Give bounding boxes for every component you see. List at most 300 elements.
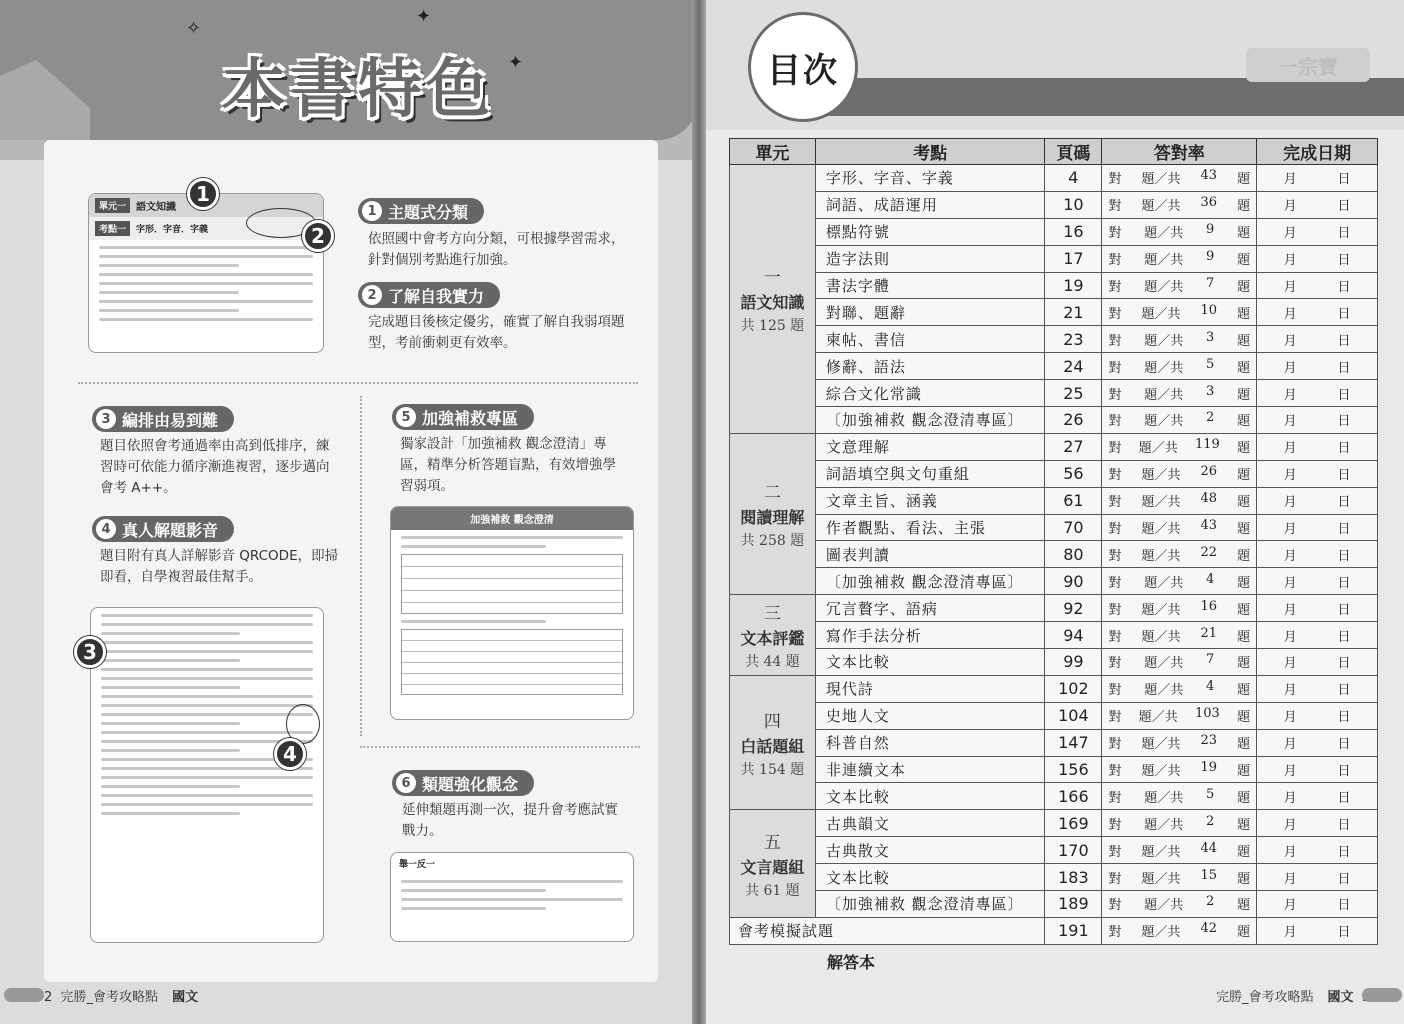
toc-row [730, 891, 1378, 918]
rate-cell [1102, 837, 1257, 864]
rate-cell [1102, 272, 1257, 299]
kp-cell: 〔加強補救 觀念澄清專區〕 [815, 568, 1045, 595]
rate-cell [1102, 380, 1257, 407]
header-bar [790, 78, 1404, 116]
kp-cell: 古典韻文 [815, 810, 1045, 837]
rate-text [1108, 384, 1250, 403]
date-cell [1257, 218, 1378, 245]
rate-q: 題／共 [1144, 790, 1184, 806]
kp-cell: 文本比較 [815, 649, 1045, 676]
rate-cell [1102, 165, 1257, 192]
rate-text [1108, 841, 1250, 860]
rate-total: 16 [1200, 598, 1218, 614]
date-month: 月 [1283, 925, 1297, 941]
date-month: 月 [1283, 764, 1297, 780]
rate-unit: 題 [1237, 844, 1251, 860]
feature-1-title: 1 主題式分類 [358, 198, 484, 224]
rate-correct: 對 [1108, 548, 1122, 564]
unit-count: 共 61 題 [745, 882, 800, 899]
date-day: 日 [1337, 871, 1351, 887]
rate-cell [1102, 245, 1257, 272]
rate-cell [1102, 541, 1257, 568]
page-cell: 92 [1045, 595, 1102, 622]
date-text [1257, 437, 1377, 456]
page-cell: 156 [1045, 756, 1102, 783]
date-cell [1257, 783, 1378, 810]
kp-cell: 圖表判讀 [815, 541, 1045, 568]
date-day: 日 [1337, 414, 1351, 430]
page-cell: 70 [1045, 514, 1102, 541]
rate-q: 題／共 [1144, 253, 1184, 269]
page-number: 2 [44, 990, 53, 1005]
date-day: 日 [1337, 548, 1351, 564]
col-rate: 答對率 [1102, 139, 1257, 165]
toc-row [730, 864, 1378, 891]
date-cell [1257, 622, 1378, 649]
page-cell: 61 [1045, 487, 1102, 514]
date-month: 月 [1283, 172, 1297, 188]
rate-correct: 對 [1108, 522, 1122, 538]
right-page [700, 0, 1404, 1024]
date-text [1257, 841, 1377, 860]
date-cell [1257, 837, 1378, 864]
date-text [1257, 921, 1377, 940]
rate-text [1108, 733, 1250, 752]
rate-cell [1102, 353, 1257, 380]
date-cell [1257, 702, 1378, 729]
kp-cell: 文本比較 [815, 783, 1045, 810]
date-cell [1257, 460, 1378, 487]
date-day: 日 [1337, 387, 1351, 403]
date-month: 月 [1283, 495, 1297, 511]
date-day: 日 [1337, 737, 1351, 753]
page-cell: 166 [1045, 783, 1102, 810]
unit-name: 文本評鑑 [740, 629, 805, 649]
date-cell [1257, 326, 1378, 353]
rate-unit: 題 [1237, 925, 1251, 941]
unit-number: 四 [763, 711, 781, 732]
kp-cell: 〔加強補救 觀念澄清專區〕 [815, 891, 1045, 918]
page-cell: 56 [1045, 460, 1102, 487]
rate-correct: 對 [1108, 683, 1122, 699]
toc-row [730, 165, 1378, 192]
date-text [1257, 679, 1377, 698]
feature-5-text: 獨家設計「加強補救 觀念澄清」專區，精準分析答題盲點，有效增強學習弱項。 [400, 436, 616, 494]
rate-unit: 題 [1237, 764, 1251, 780]
rate-text [1108, 357, 1250, 376]
rate-q: 題／共 [1141, 871, 1181, 887]
date-month: 月 [1283, 360, 1297, 376]
rate-unit: 題 [1237, 817, 1251, 833]
subject: 國文 [1327, 990, 1354, 1005]
rate-text [1108, 545, 1250, 564]
toc-row [730, 299, 1378, 326]
feature-6-text: 延伸類題再測一次，提升會考應試實戰力。 [402, 802, 618, 839]
date-cell [1257, 299, 1378, 326]
rate-q: 題／共 [1141, 306, 1181, 322]
rate-q: 題／共 [1138, 441, 1178, 457]
date-cell [1257, 541, 1378, 568]
rate-q: 題／共 [1138, 710, 1178, 726]
rate-cell [1102, 783, 1257, 810]
kp-cell: 文意理解 [815, 433, 1045, 460]
kp-cell: 修辭、語法 [815, 353, 1045, 380]
rate-total: 2 [1206, 410, 1215, 426]
rate-text [1108, 276, 1250, 295]
page-cell: 24 [1045, 353, 1102, 380]
date-day: 日 [1337, 656, 1351, 672]
date-day: 日 [1337, 280, 1351, 295]
rate-cell [1102, 729, 1257, 756]
rate-text [1108, 303, 1250, 322]
date-day: 日 [1337, 522, 1351, 538]
page-cell: 102 [1045, 675, 1102, 702]
rate-cell [1102, 891, 1257, 918]
rate-q: 題／共 [1141, 602, 1181, 618]
rate-cell [1102, 191, 1257, 218]
toc-row [730, 622, 1378, 649]
rate-total: 4 [1206, 571, 1215, 587]
date-text [1257, 518, 1377, 537]
rate-correct: 對 [1108, 575, 1122, 591]
kp-cell: 對聯、題辭 [815, 299, 1045, 326]
kp-cell: 作者觀點、看法、主張 [815, 514, 1045, 541]
toc-row [730, 460, 1378, 487]
kp-tag: 考點一 [95, 221, 130, 236]
rate-cell [1102, 649, 1257, 676]
page-cell: 189 [1045, 891, 1102, 918]
date-text [1257, 491, 1377, 510]
date-month: 月 [1283, 683, 1297, 699]
rate-unit: 題 [1237, 737, 1251, 753]
rate-total: 15 [1200, 867, 1218, 883]
date-text [1257, 195, 1377, 214]
date-day: 日 [1337, 710, 1351, 726]
unit-name: 語文知識 [740, 292, 805, 312]
kp-cell: 文本比較 [815, 864, 1045, 891]
rate-total: 48 [1200, 491, 1218, 507]
date-text [1257, 357, 1377, 376]
feature-3-text: 題目依照會考通過率由高到低排序，練習時可依能力循序漸進複習，逐步邁向會考 A++。 [100, 438, 330, 496]
unit-number: 二 [763, 483, 781, 504]
rate-unit: 題 [1237, 387, 1251, 403]
rate-total: 5 [1206, 356, 1215, 372]
left-page [0, 0, 698, 1024]
toc-title: 目次 [748, 12, 858, 122]
page-title: 本書特色 [222, 53, 494, 127]
marker-2: 2 [302, 220, 334, 252]
rate-unit: 題 [1237, 306, 1251, 322]
feature-2-title: 2 了解自我實力 [358, 282, 500, 308]
rate-unit: 題 [1237, 172, 1251, 188]
rate-unit: 題 [1237, 253, 1251, 269]
date-day: 日 [1337, 575, 1351, 591]
date-day: 日 [1337, 844, 1351, 860]
unit-count: 共 44 題 [745, 654, 800, 671]
date-day: 日 [1337, 683, 1351, 699]
rate-text [1108, 168, 1250, 187]
date-month: 月 [1283, 441, 1297, 457]
date-cell [1257, 675, 1378, 702]
kp-cell: 詞語填空與文句重組 [815, 460, 1045, 487]
date-cell [1257, 864, 1378, 891]
rate-cell [1102, 407, 1257, 434]
date-month: 月 [1283, 414, 1297, 430]
rate-q: 題／共 [1144, 414, 1184, 430]
rate-correct: 對 [1108, 817, 1122, 833]
rate-unit: 題 [1237, 522, 1251, 538]
date-text [1257, 868, 1377, 887]
kp-cell: 史地人文 [815, 702, 1045, 729]
date-day: 日 [1337, 602, 1351, 618]
date-text [1257, 760, 1377, 779]
date-text [1257, 303, 1377, 322]
page-cell: 23 [1045, 326, 1102, 353]
rate-cell [1102, 675, 1257, 702]
kp-cell: 文章主旨、涵義 [815, 487, 1045, 514]
marker-3: 3 [74, 636, 106, 668]
toc-row [730, 541, 1378, 568]
rate-total: 7 [1206, 652, 1215, 668]
date-cell [1257, 649, 1378, 676]
rate-correct: 對 [1108, 495, 1122, 511]
rate-cell [1102, 702, 1257, 729]
rate-q: 題／共 [1141, 199, 1181, 215]
date-text [1257, 706, 1377, 725]
page-cell: 90 [1045, 568, 1102, 595]
date-month: 月 [1283, 790, 1297, 806]
date-text [1257, 384, 1377, 403]
date-day: 日 [1337, 495, 1351, 511]
rate-text [1108, 894, 1250, 913]
date-text [1257, 249, 1377, 268]
toc-row [730, 514, 1378, 541]
toc-row [730, 353, 1378, 380]
rate-correct: 對 [1108, 925, 1122, 941]
book-name: 完勝_會考攻略點 [60, 990, 159, 1005]
page-cell: 183 [1045, 864, 1102, 891]
rate-q: 題／共 [1141, 548, 1181, 564]
toc-row [730, 783, 1378, 810]
kp-cell: 古典散文 [815, 837, 1045, 864]
rate-total: 21 [1200, 625, 1218, 641]
page-cell: 104 [1045, 702, 1102, 729]
date-cell [1257, 487, 1378, 514]
date-cell [1257, 272, 1378, 299]
kp-cell: 非連續文本 [815, 756, 1045, 783]
kp-cell: 寫作手法分析 [815, 622, 1045, 649]
page-cell: 10 [1045, 191, 1102, 218]
divider [360, 746, 640, 748]
rate-unit: 題 [1237, 199, 1251, 215]
rate-total: 119 [1195, 437, 1220, 453]
date-cell [1257, 433, 1378, 460]
rate-cell [1102, 622, 1257, 649]
rate-unit: 題 [1237, 710, 1251, 726]
date-cell [1257, 380, 1378, 407]
kp-cell: 標點符號 [815, 218, 1045, 245]
date-month: 月 [1283, 468, 1297, 484]
rate-unit: 題 [1237, 333, 1251, 349]
date-text [1257, 168, 1377, 187]
kp-name: 字形．字音．字義 [136, 225, 209, 235]
kp-cell: 現代詩 [815, 675, 1045, 702]
date-day: 日 [1337, 790, 1351, 806]
rate-q: 題／共 [1144, 683, 1184, 699]
date-text [1257, 787, 1377, 806]
toc-row [730, 380, 1378, 407]
rate-cell [1102, 514, 1257, 541]
page-cell: 26 [1045, 407, 1102, 434]
kp-cell: 字形、字音、字義 [815, 165, 1045, 192]
rate-unit: 題 [1237, 360, 1251, 376]
book-spine [692, 0, 706, 1024]
date-month: 月 [1283, 629, 1297, 645]
marker-4: 4 [274, 738, 306, 770]
date-cell [1257, 595, 1378, 622]
date-month: 月 [1283, 522, 1297, 538]
date-month: 月 [1283, 333, 1297, 349]
rate-text [1108, 330, 1250, 349]
date-text [1257, 330, 1377, 349]
book-name: 完勝_會考攻略點 [1216, 990, 1314, 1005]
rate-total: 7 [1206, 276, 1215, 291]
rate-text [1108, 195, 1250, 214]
date-month: 月 [1283, 602, 1297, 618]
rate-text [1108, 921, 1250, 940]
date-month: 月 [1283, 280, 1297, 295]
rate-total: 26 [1200, 464, 1218, 480]
kp-cell: 詞語、成語運用 [815, 191, 1045, 218]
rate-q: 題／共 [1144, 280, 1184, 295]
rate-correct: 對 [1108, 629, 1122, 645]
rate-total: 43 [1200, 518, 1218, 534]
date-text [1257, 222, 1377, 241]
page-cell: 170 [1045, 837, 1102, 864]
date-text [1257, 599, 1377, 618]
unit-cell [730, 165, 816, 434]
date-month: 月 [1283, 844, 1297, 860]
rate-total: 2 [1206, 813, 1215, 829]
unit-cell [730, 675, 816, 809]
rate-total: 44 [1200, 840, 1218, 856]
rate-q: 題／共 [1141, 629, 1181, 645]
date-text [1257, 545, 1377, 564]
date-cell [1257, 191, 1378, 218]
rate-unit: 題 [1237, 790, 1251, 806]
rate-q: 題／共 [1141, 495, 1181, 511]
page-cell: 169 [1045, 810, 1102, 837]
rate-total: 4 [1206, 679, 1215, 695]
sample-page-6 [390, 852, 634, 942]
rate-correct: 對 [1108, 898, 1122, 914]
page-cell: 94 [1045, 622, 1102, 649]
date-text [1257, 572, 1377, 591]
mock-cell: 會考模擬試題 [730, 917, 1045, 944]
date-day: 日 [1337, 306, 1351, 322]
rate-q: 題／共 [1144, 387, 1184, 403]
rate-unit: 題 [1237, 656, 1251, 672]
rate-q: 題／共 [1141, 844, 1181, 860]
date-month: 月 [1283, 253, 1297, 269]
rate-q: 題／共 [1141, 925, 1181, 941]
date-day: 日 [1337, 817, 1351, 833]
rate-q: 題／共 [1144, 575, 1184, 591]
feature-4-text: 題目附有真人詳解影音 QRCODE，即掃即看，自學複習最佳幫手。 [100, 548, 339, 585]
date-cell [1257, 729, 1378, 756]
rate-q: 題／共 [1141, 522, 1181, 538]
kp-cell: 〔加強補救 觀念澄清專區〕 [815, 407, 1045, 434]
toc-row [730, 702, 1378, 729]
date-day: 日 [1337, 468, 1351, 484]
date-day: 日 [1337, 199, 1351, 215]
unit-number: 五 [763, 832, 781, 853]
rate-total: 9 [1206, 222, 1215, 238]
rate-cell [1102, 568, 1257, 595]
rate-q: 題／共 [1141, 468, 1181, 484]
page-tab [4, 988, 44, 1002]
rate-total: 36 [1200, 195, 1218, 211]
unit-name: 白話題組 [740, 736, 805, 756]
date-text [1257, 276, 1377, 295]
rate-correct: 對 [1108, 253, 1122, 269]
rate-text [1108, 491, 1250, 510]
toc-row [730, 433, 1378, 460]
star-icon: ✦ [416, 6, 432, 27]
left-footer [44, 986, 198, 1005]
rate-q: 題／共 [1144, 226, 1184, 242]
date-day: 日 [1337, 925, 1351, 941]
unit-cell [730, 433, 816, 594]
rate-correct: 對 [1108, 441, 1122, 457]
feature-4-title: 4 真人解題影音 [92, 516, 234, 542]
unit-name: 語文知識 [136, 202, 177, 213]
unit-tag: 單元一 [95, 198, 130, 213]
rate-q: 題／共 [1144, 898, 1184, 914]
rate-total: 3 [1206, 383, 1215, 399]
rate-correct: 對 [1108, 602, 1122, 618]
kp-cell: 柬帖、書信 [815, 326, 1045, 353]
rate-text [1108, 437, 1250, 456]
rate-correct: 對 [1108, 764, 1122, 780]
date-day: 日 [1337, 172, 1351, 188]
rate-text [1108, 410, 1250, 429]
rate-correct: 對 [1108, 468, 1122, 484]
rate-text [1108, 599, 1250, 618]
star-icon: ✦ [508, 52, 524, 73]
rate-total: 5 [1206, 786, 1215, 802]
toc-row [730, 837, 1378, 864]
rate-cell [1102, 917, 1257, 944]
date-text [1257, 626, 1377, 645]
page-cell: 16 [1045, 218, 1102, 245]
page-cell: 80 [1045, 541, 1102, 568]
rate-q: 題／共 [1141, 737, 1181, 753]
col-unit: 單元 [730, 139, 816, 165]
sample6-header: 舉一反一 [399, 860, 436, 870]
rate-cell [1102, 756, 1257, 783]
star-icon: ✧ [186, 18, 202, 39]
toc-row [730, 756, 1378, 783]
page-cell: 27 [1045, 433, 1102, 460]
rate-total: 10 [1200, 302, 1218, 318]
answer-book-label: 解答本 [827, 953, 876, 972]
rate-cell [1102, 595, 1257, 622]
toc-table [729, 138, 1378, 945]
rate-total: 23 [1200, 733, 1218, 749]
unit-number: 一 [763, 267, 781, 288]
date-day: 日 [1337, 226, 1351, 242]
